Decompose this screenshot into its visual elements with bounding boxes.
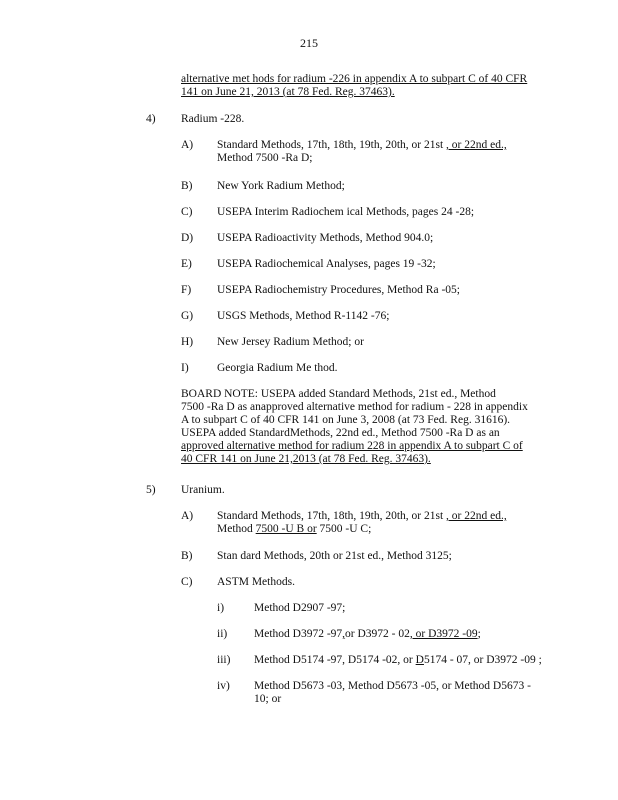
- page-number: 215: [300, 36, 318, 50]
- list-item: USGS Methods, Method R-1142 -76;: [217, 310, 390, 322]
- sub-list-item: Method D2907 -97;: [254, 602, 346, 614]
- item-text: Method 7500 -Ra D;: [217, 152, 313, 164]
- sub-list-item: [254, 680, 531, 706]
- item-text: Method: [217, 523, 253, 535]
- subitem-label: ii): [217, 628, 228, 640]
- item-text-underlined: , or 22nd ed.,: [446, 510, 507, 522]
- note-line: BOARD NOTE: USEPA added Standard Methods, 21st ed., Method: [181, 388, 496, 400]
- subitem-label: i): [217, 602, 225, 614]
- item-text-underlined: , or 22nd ed.,: [446, 139, 507, 151]
- item-label: A): [181, 510, 194, 522]
- list-item: USEPA Interim Radiochem ical Methods, pages 24 -28;: [217, 206, 475, 218]
- item-text: 5174 - 07, or D3972 -09 ;: [423, 654, 542, 666]
- list-item: ASTM Methods.: [217, 576, 295, 588]
- item-label: E): [181, 258, 192, 270]
- note-line-underlined: approved alternative method for radium 228 in appendix A to subpart C of: [181, 440, 523, 452]
- item-label: C): [181, 576, 193, 588]
- section-title: Uranium.: [181, 484, 225, 496]
- list-item: New York Radium Method;: [217, 180, 345, 192]
- lead-paragraph: [181, 73, 527, 99]
- item-text: Method D3972 -97: [254, 628, 343, 640]
- item-text-underlined: ,: [342, 628, 346, 640]
- item-text: ;: [477, 628, 481, 640]
- note-line: USEPA added StandardMethods, 22nd ed., Method 7500 -Ra D as an: [181, 427, 500, 439]
- board-note: [181, 388, 528, 466]
- item-label: A): [181, 139, 194, 151]
- list-item: USEPA Radiochemical Analyses, pages 19 -32;: [217, 258, 436, 270]
- subitem-label: iii): [217, 654, 231, 666]
- list-item: Stan dard Methods, 20th or 21st ed., Method 3125;: [217, 550, 452, 562]
- list-item: USEPA Radioactivity Methods, Method 904.0;: [217, 232, 434, 244]
- list-item: [217, 510, 507, 536]
- item-label: B): [181, 550, 193, 562]
- item-label: I): [181, 362, 189, 374]
- item-text: Standard Methods, 17th, 18th, 19th, 20th, or 21st: [217, 510, 444, 522]
- item-label: F): [181, 284, 192, 296]
- item-text-underlined: D: [415, 654, 424, 666]
- item-text: Standard Methods, 17th, 18th, 19th, 20th, or 21st: [217, 139, 444, 151]
- note-line: A to subpart C of 40 CFR 141 on June 3, 2008 (at 73 Fed. Reg. 31616).: [181, 414, 511, 426]
- item-text: Method D5673 -03, Method D5673 -05, or Method D5673 -: [254, 680, 531, 692]
- item-text: 10; or: [254, 693, 282, 705]
- sub-list-item: [254, 654, 542, 666]
- note-line: 7500 -Ra D as anapproved alternative method for radium - 228 in appendix: [181, 401, 528, 413]
- item-label: C): [181, 206, 193, 218]
- item-label: B): [181, 180, 193, 192]
- subitem-label: iv): [217, 680, 230, 692]
- item-label: D): [181, 232, 194, 244]
- section-number: 4): [146, 113, 156, 125]
- section-number: 5): [146, 484, 156, 496]
- item-text: or D3972 - 02: [345, 628, 410, 640]
- lead-line-1: alternative met hods for radium -226 in appendix A to subpart C of 40 CFR: [181, 73, 528, 85]
- sub-list-item: [254, 628, 481, 640]
- section-title: Radium -228.: [181, 113, 245, 125]
- note-line-underlined: 40 CFR 141 on June 21,2013 (at 78 Fed. Reg. 37463).: [181, 453, 431, 465]
- list-item: USEPA Radiochemistry Procedures, Method Ra -05;: [217, 284, 460, 296]
- lead-line-2: 141 on June 21, 2013 (at 78 Fed. Reg. 37463).: [181, 86, 395, 98]
- list-item: Georgia Radium Me thod.: [217, 362, 338, 374]
- item-text: Method D5174 -97, D5174 -02, or: [254, 654, 413, 666]
- item-text-underlined: 7500 -U B or: [255, 523, 317, 535]
- item-text-underlined: , or D3972 -09: [409, 628, 478, 640]
- list-item: New Jersey Radium Method; or: [217, 336, 364, 348]
- item-label: H): [181, 336, 194, 348]
- item-text: 7500 -U C;: [319, 523, 372, 535]
- list-item: [217, 139, 507, 165]
- item-label: G): [181, 310, 194, 322]
